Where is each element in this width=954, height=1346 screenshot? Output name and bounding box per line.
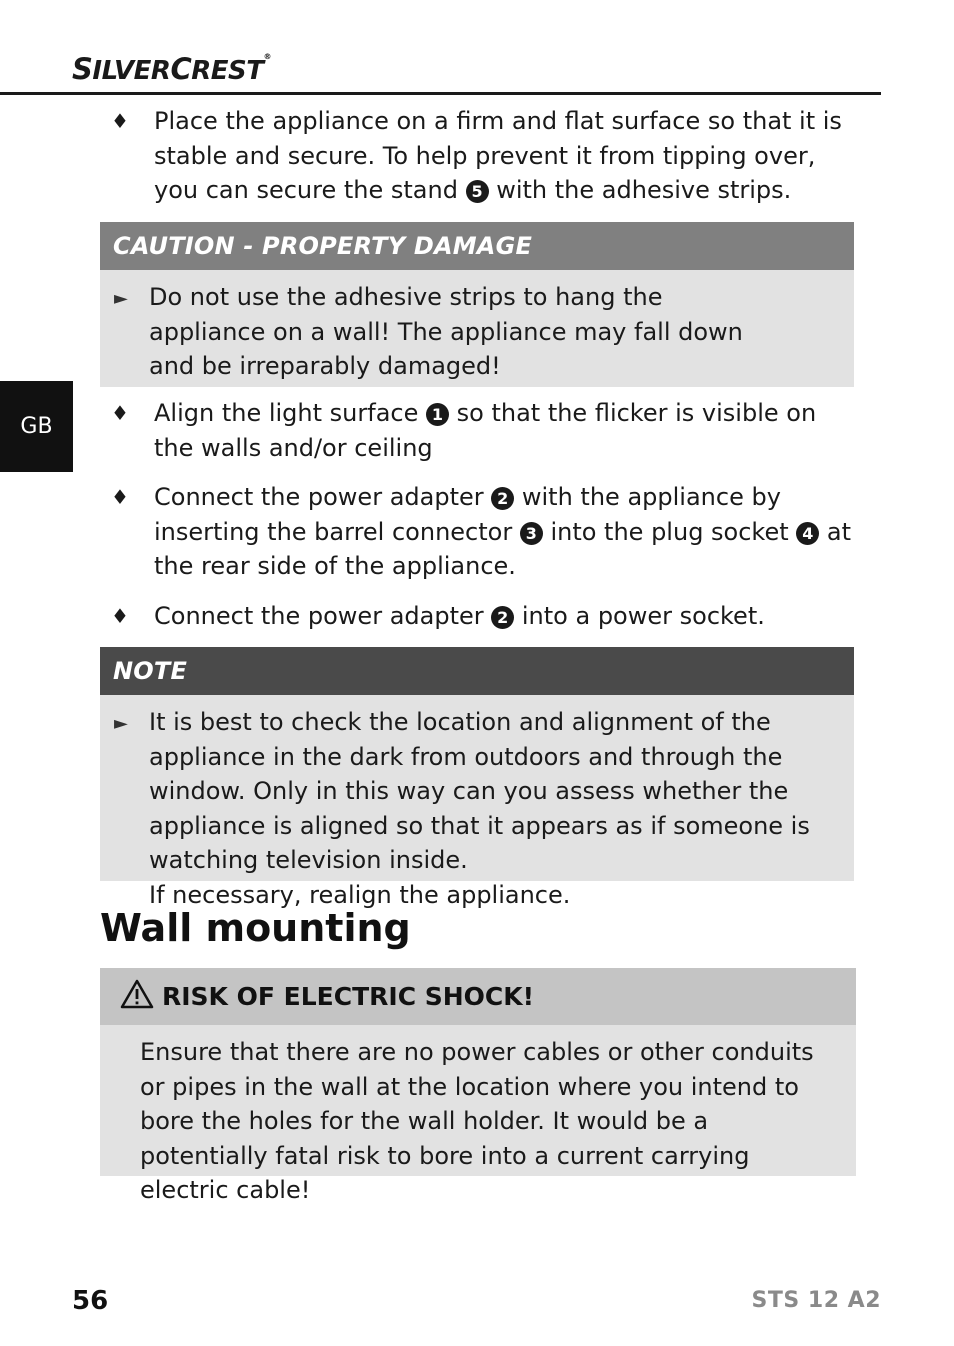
list-item-text: Connect the power adapter 2 into a power socket. [154,602,765,630]
note-body [100,695,854,912]
note-text: If necessary, realign the appliance. [149,880,571,909]
number-badge: 4 [796,522,819,545]
brand-letter: C [170,52,192,86]
risk-box [100,968,856,1204]
number-badge: 2 [491,487,514,510]
list-item [110,480,855,584]
list-item-text: Align the light surface 1 so that the flicker is visible on the walls and/or ceiling [154,399,817,462]
page-number: 56 [72,1286,109,1316]
list-item [110,104,855,208]
arrow-right-icon: ► [114,713,128,734]
registered-mark: ® [263,52,272,61]
header-rule [0,92,881,95]
note-box [100,647,854,909]
language-tab [0,381,73,472]
caution-title: CAUTION - PROPERTY DAMAGE [100,222,854,270]
diamond-bullet-icon: ♦ [111,604,129,628]
brand-letter: S [72,52,93,86]
number-badge: 1 [426,403,449,426]
risk-text: Ensure that there are no power cables or other conduits or pipes in the wall at the location where you intend to bore the holes for the wall holder. It would be a potentially fatal risk to bore into a current carrying electric cable! [140,1038,814,1204]
note-title: NOTE [100,647,854,695]
caution-box [100,222,854,387]
number-badge: 3 [520,522,543,545]
list-item [110,396,855,465]
risk-title: RISK OF ELECTRIC SHOCK! [162,982,535,1011]
list-item-text: Connect the power adapter 2 with the appliance by inserting the barrel connector 3 into the plug socket 4 at the rear side of the appliance. [154,483,852,580]
diamond-bullet-icon: ♦ [111,485,129,509]
number-badge: 5 [466,180,489,203]
list-item-text: Place the appliance on a firm and flat surface so that it is stable and secure. To help prevent it from tipping over, you can secure the stand 5 with the adhesive strips. [154,107,842,204]
arrow-right-icon: ► [114,288,128,309]
language-label: GB [20,414,53,439]
warning-triangle-icon [120,979,156,1015]
number-badge: 2 [491,606,514,629]
brand-text: ILVER [92,56,171,86]
model-number: STS 12 A2 [751,1288,881,1313]
brand-logo [72,52,271,86]
risk-title-bar [100,968,856,1025]
list-item [110,599,855,634]
caution-body [100,270,854,384]
caution-text: Do not use the adhesive strips to hang the appliance on a wall! The appliance may fall down and be irreparably damaged! [149,283,743,380]
diamond-bullet-icon: ♦ [111,401,129,425]
brand-text: REST [191,56,264,86]
note-text: It is best to check the location and alignment of the appliance in the dark from outdoors and through the window. Only in this way can you assess whether the appliance is aligned so that it appears as if someone is watching television inside. [149,708,810,874]
diamond-bullet-icon: ♦ [111,109,129,133]
section-heading: Wall mounting [100,906,411,950]
